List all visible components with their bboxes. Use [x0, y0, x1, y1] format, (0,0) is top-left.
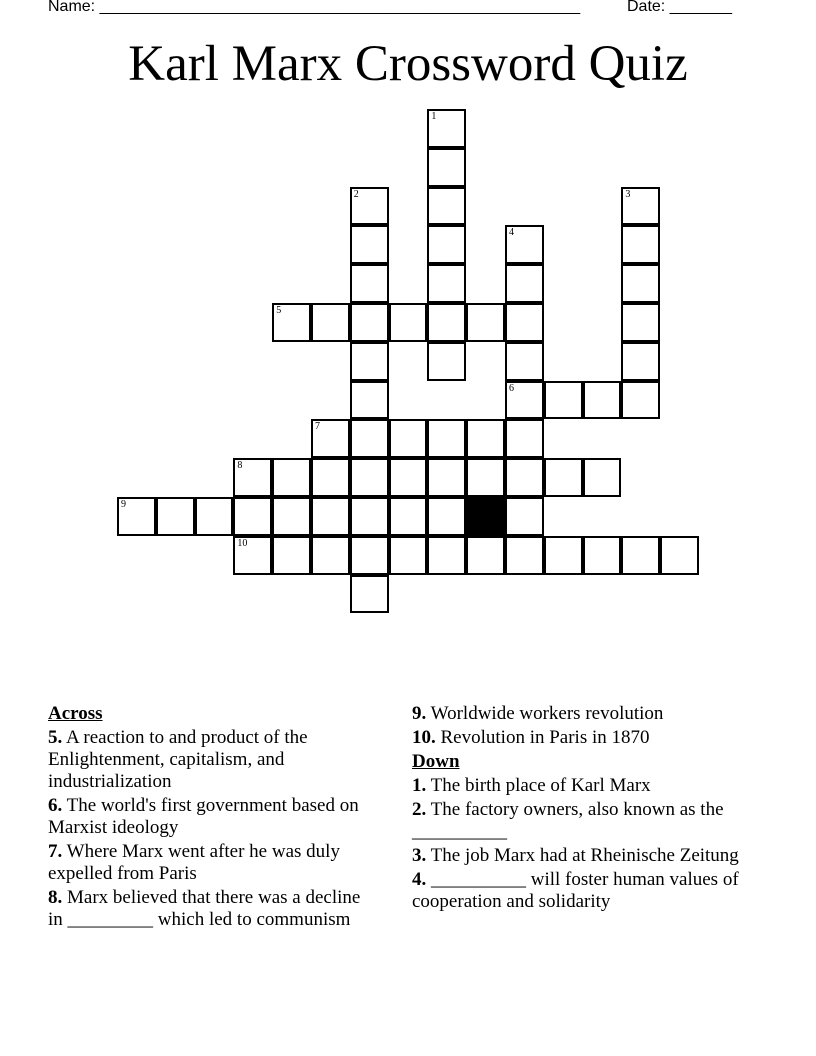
grid-cell[interactable] — [311, 536, 350, 575]
grid-cell[interactable] — [427, 497, 466, 536]
grid-cell[interactable] — [350, 536, 389, 575]
clues-column-left — [48, 703, 378, 933]
grid-cell[interactable] — [660, 536, 699, 575]
clue-text: The world's first government based on Marxist ideology — [48, 795, 359, 838]
clue-number: 6. — [48, 795, 63, 816]
grid-cell[interactable] — [583, 536, 622, 575]
page-title: Karl Marx Crossword Quiz — [128, 36, 688, 92]
grid-cell[interactable] — [505, 419, 544, 458]
grid-cell[interactable] — [505, 381, 544, 420]
clue-down-3 — [412, 845, 752, 867]
grid-cell[interactable] — [505, 264, 544, 303]
grid-cell[interactable] — [272, 303, 311, 342]
grid-cell[interactable] — [427, 148, 466, 187]
grid-cell[interactable] — [621, 381, 660, 420]
grid-cell[interactable] — [272, 458, 311, 497]
grid-cell[interactable] — [505, 458, 544, 497]
grid-cell[interactable] — [350, 458, 389, 497]
grid-cell[interactable] — [621, 264, 660, 303]
grid-cell[interactable] — [621, 342, 660, 381]
clue-number: 10. — [412, 727, 436, 748]
grid-cell[interactable] — [621, 536, 660, 575]
clue-number: 5. — [48, 727, 63, 748]
grid-cell[interactable] — [350, 264, 389, 303]
clue-across-6 — [48, 795, 378, 839]
grid-cell[interactable] — [350, 497, 389, 536]
grid-cell[interactable] — [544, 381, 583, 420]
grid-cell[interactable] — [311, 497, 350, 536]
grid-cell[interactable] — [350, 303, 389, 342]
clue-across-9 — [412, 703, 752, 725]
grid-cell[interactable] — [427, 109, 466, 148]
name-field[interactable]: Name: ______________________________________________________ — [48, 0, 581, 15]
grid-cell[interactable] — [389, 536, 428, 575]
clue-text: Where Marx went after he was duly expelled from Paris — [48, 841, 340, 884]
date-field[interactable]: Date: _______ — [627, 0, 732, 15]
blocked-cell — [466, 497, 505, 536]
across-heading: Across — [48, 703, 103, 724]
grid-cell[interactable] — [427, 536, 466, 575]
grid-cell[interactable] — [350, 419, 389, 458]
grid-cell[interactable] — [156, 497, 195, 536]
clue-number: 3. — [412, 845, 427, 866]
clue-text: __________ will foster human values of cooperation and solidarity — [412, 869, 739, 912]
cell-number: 8 — [237, 460, 243, 472]
grid-cell[interactable] — [466, 536, 505, 575]
clue-number: 9. — [412, 703, 427, 724]
grid-cell[interactable] — [427, 264, 466, 303]
clue-text: The job Marx had at Rheinische Zeitung — [430, 845, 739, 866]
clue-text: Marx believed that there was a decline in _________ which led to communism — [48, 887, 361, 930]
grid-cell[interactable] — [233, 497, 272, 536]
cell-number: 10 — [237, 537, 248, 549]
cell-number: 5 — [276, 305, 282, 316]
clues-column-right — [412, 703, 752, 915]
grid-cell[interactable] — [427, 303, 466, 342]
grid-cell[interactable] — [505, 497, 544, 536]
cell-number: 2 — [353, 188, 359, 200]
clue-down-1 — [412, 775, 752, 797]
clue-number: 1. — [412, 775, 427, 796]
clue-number: 4. — [412, 869, 427, 890]
cell-number: 7 — [315, 421, 320, 433]
grid-cell[interactable] — [233, 458, 272, 497]
grid-cell[interactable] — [427, 419, 466, 458]
clue-number: 2. — [412, 799, 427, 820]
grid-cell[interactable] — [350, 381, 389, 420]
grid-cell[interactable] — [505, 342, 544, 381]
cell-number: 3 — [625, 188, 631, 200]
clue-down-4 — [412, 869, 752, 913]
clue-across-7 — [48, 841, 378, 885]
grid-cell[interactable] — [195, 497, 234, 536]
grid-cell[interactable] — [621, 303, 660, 342]
clue-text: A reaction to and product of the Enlightenment, capitalism, and industrialization — [48, 727, 308, 792]
grid-cell[interactable] — [389, 419, 428, 458]
grid-cell[interactable] — [389, 458, 428, 497]
clue-across-10 — [412, 727, 752, 749]
grid-cell[interactable] — [427, 458, 466, 497]
grid-cell[interactable] — [350, 225, 389, 264]
clue-across-8 — [48, 887, 378, 931]
grid-cell[interactable] — [621, 225, 660, 264]
grid-cell[interactable] — [466, 419, 505, 458]
grid-cell[interactable] — [272, 497, 311, 536]
grid-cell[interactable] — [544, 536, 583, 575]
grid-cell[interactable] — [427, 187, 466, 226]
clue-number: 7. — [48, 841, 63, 862]
clue-text: Revolution in Paris in 1870 — [440, 727, 650, 748]
grid-cell[interactable] — [311, 458, 350, 497]
grid-cell[interactable] — [350, 342, 389, 381]
grid-cell[interactable] — [466, 458, 505, 497]
grid-cell[interactable] — [311, 419, 350, 458]
grid-cell[interactable] — [583, 381, 622, 420]
grid-cell[interactable] — [583, 458, 622, 497]
grid-cell[interactable] — [544, 458, 583, 497]
clue-number: 8. — [48, 887, 63, 908]
clue-across-5 — [48, 727, 378, 793]
grid-cell[interactable] — [427, 225, 466, 264]
grid-cell[interactable] — [272, 536, 311, 575]
grid-cell[interactable] — [466, 303, 505, 342]
grid-cell[interactable] — [621, 187, 660, 226]
cell-number: 6 — [509, 382, 514, 394]
grid-cell[interactable] — [233, 536, 272, 575]
down-heading: Down — [412, 751, 460, 772]
grid-cell[interactable] — [311, 303, 350, 342]
clue-text: Worldwide workers revolution — [430, 703, 664, 724]
clue-down-2 — [412, 799, 752, 843]
grid-cell[interactable] — [505, 225, 544, 264]
grid-cell[interactable] — [427, 342, 466, 381]
clue-text: The birth place of Karl Marx — [430, 775, 651, 796]
cell-number: 4 — [509, 227, 514, 239]
grid-cell[interactable] — [505, 536, 544, 575]
grid-cell[interactable] — [117, 497, 156, 536]
clue-text: The factory owners, also known as the __________ — [412, 799, 724, 842]
grid-cell[interactable] — [505, 303, 544, 342]
cell-number: 1 — [431, 111, 437, 122]
cell-number: 9 — [121, 499, 126, 510]
grid-cell[interactable] — [389, 497, 428, 536]
grid-cell[interactable] — [350, 187, 389, 226]
grid-cell[interactable] — [350, 575, 389, 614]
grid-cell[interactable] — [389, 303, 428, 342]
